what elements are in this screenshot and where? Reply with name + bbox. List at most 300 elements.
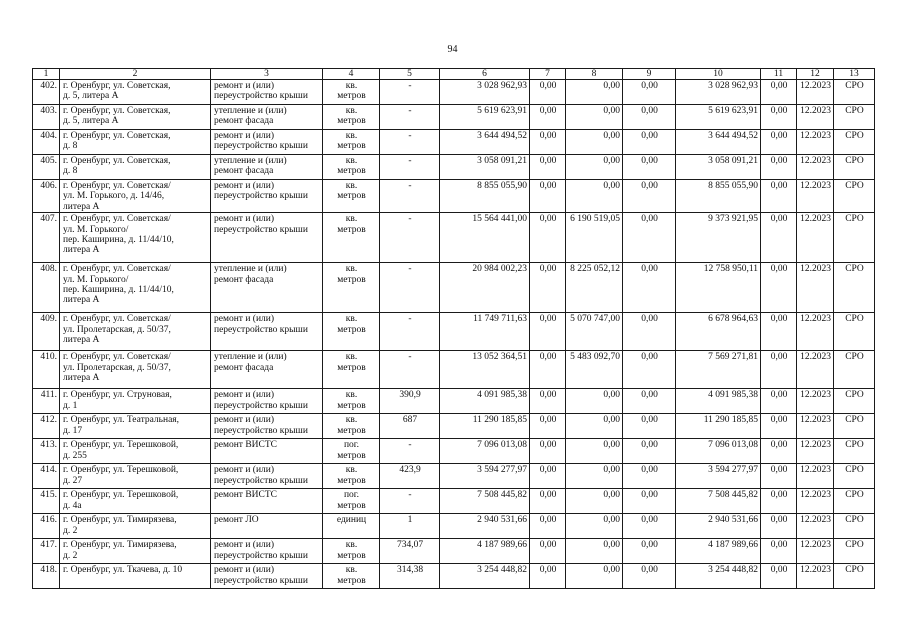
- work-type-line: ремонт и (или): [214, 415, 275, 426]
- address-line: пер. Каширина, д. 11/44/10,: [63, 235, 174, 246]
- column-number-header: 12: [797, 69, 834, 80]
- col11-amount-cell: 0,00: [761, 155, 797, 180]
- address-cell: [60, 105, 211, 130]
- address-line: д. 255: [63, 450, 87, 461]
- unit-cell: [323, 414, 380, 439]
- col10-amount-cell: 5 619 623,91: [676, 105, 761, 130]
- col11-amount-cell: 0,00: [761, 213, 797, 263]
- work-type-line: ремонт и (или): [214, 181, 275, 191]
- address-line: литера А: [63, 245, 100, 256]
- col11-amount-cell: 0,00: [761, 351, 797, 389]
- volume-cell: 734,07: [380, 539, 440, 564]
- col10-amount-cell: 3 254 448,82: [676, 564, 761, 589]
- table-row: [33, 514, 875, 539]
- address-cell: [60, 313, 211, 351]
- address-line: г. Оренбург, ул. Советская/: [63, 214, 171, 225]
- address-cell: [60, 414, 211, 439]
- volume-cell: -: [380, 213, 440, 263]
- total-cost-cell: 3 644 494,52: [440, 130, 530, 155]
- col7-amount-cell: 0,00: [530, 351, 566, 389]
- total-cost-cell: 20 984 002,23: [440, 263, 530, 313]
- col7-amount-cell: 0,00: [530, 464, 566, 489]
- address-line: г. Оренбург, ул. Советская/: [63, 314, 171, 325]
- col8-amount-cell: 0,00: [566, 389, 623, 414]
- method-cell: СРО: [834, 263, 875, 313]
- col7-amount-cell: 0,00: [530, 130, 566, 155]
- col7-amount-cell: 0,00: [530, 155, 566, 180]
- row-number-cell: 403.: [33, 105, 60, 130]
- method-cell: СРО: [834, 313, 875, 351]
- unit-line: метров: [337, 224, 366, 235]
- table-row: [33, 213, 875, 263]
- volume-cell: -: [380, 489, 440, 514]
- total-cost-cell: 3 058 091,21: [440, 155, 530, 180]
- unit-line: метров: [337, 191, 366, 202]
- work-type-line: ремонт ВИСТС: [214, 440, 278, 451]
- row-number-cell: 407.: [33, 213, 60, 263]
- address-line: г. Оренбург, ул. Советская/: [63, 181, 171, 191]
- col9-amount-cell: 0,00: [623, 489, 676, 514]
- row-number-cell: 411.: [33, 389, 60, 414]
- work-type-line: ремонт ВИСТС: [214, 490, 278, 501]
- work-type-line: ремонт ЛО: [214, 515, 259, 526]
- method-cell: СРО: [834, 180, 875, 213]
- col8-amount-cell: 0,00: [566, 155, 623, 180]
- work-type-line: переустройство крыши: [214, 575, 308, 586]
- volume-cell: -: [380, 105, 440, 130]
- deadline-cell: 12.2023: [797, 105, 834, 130]
- col8-amount-cell: 5 483 092,70: [566, 351, 623, 389]
- deadline-cell: 12.2023: [797, 539, 834, 564]
- col7-amount-cell: 0,00: [530, 564, 566, 589]
- page-number: 94: [447, 44, 458, 55]
- row-number-cell: 416.: [33, 514, 60, 539]
- unit-line: метров: [337, 400, 366, 411]
- work-type-line: утепление и (или): [214, 156, 287, 166]
- col7-amount-cell: 0,00: [530, 313, 566, 351]
- work-type-line: ремонт и (или): [214, 390, 275, 401]
- total-cost-cell: 3 028 962,93: [440, 80, 530, 105]
- capital-repair-register-table: [32, 68, 875, 589]
- work-type-cell: [211, 351, 323, 389]
- address-cell: [60, 263, 211, 313]
- work-type-line: ремонт фасада: [214, 274, 274, 285]
- work-type-line: переустройство крыши: [214, 400, 308, 411]
- total-cost-cell: 3 594 277,97: [440, 464, 530, 489]
- work-type-cell: [211, 439, 323, 464]
- address-line: д. 8: [63, 141, 78, 152]
- column-number-header: 4: [323, 69, 380, 80]
- work-type-cell: [211, 130, 323, 155]
- col9-amount-cell: 0,00: [623, 180, 676, 213]
- unit-line: метров: [337, 274, 366, 285]
- col9-amount-cell: 0,00: [623, 439, 676, 464]
- address-line: ул. М. Горького/: [63, 274, 129, 285]
- volume-cell: -: [380, 80, 440, 105]
- volume-cell: -: [380, 351, 440, 389]
- unit-line: кв.: [345, 415, 358, 426]
- table-row: [33, 263, 875, 313]
- table-row: [33, 180, 875, 213]
- col8-amount-cell: 5 070 747,00: [566, 313, 623, 351]
- unit-cell: [323, 130, 380, 155]
- unit-cell: [323, 155, 380, 180]
- address-line: г. Оренбург, ул. Терешковой,: [63, 440, 179, 451]
- address-cell: [60, 439, 211, 464]
- table-header: [33, 69, 875, 80]
- unit-line: метров: [337, 362, 366, 373]
- work-type-line: утепление и (или): [214, 264, 287, 275]
- col7-amount-cell: 0,00: [530, 180, 566, 213]
- method-cell: СРО: [834, 213, 875, 263]
- address-line: д. 2: [63, 550, 78, 561]
- unit-line: кв.: [345, 214, 358, 225]
- address-line: д. 5, литера А: [63, 116, 119, 127]
- work-type-cell: [211, 105, 323, 130]
- col11-amount-cell: 0,00: [761, 489, 797, 514]
- col8-amount-cell: 0,00: [566, 180, 623, 213]
- volume-cell: 390,9: [380, 389, 440, 414]
- method-cell: СРО: [834, 351, 875, 389]
- row-number-cell: 402.: [33, 80, 60, 105]
- work-type-line: ремонт и (или): [214, 314, 275, 325]
- col10-amount-cell: 9 373 921,95: [676, 213, 761, 263]
- work-type-line: переустройство крыши: [214, 224, 308, 235]
- address-cell: [60, 514, 211, 539]
- col11-amount-cell: 0,00: [761, 180, 797, 213]
- col11-amount-cell: 0,00: [761, 313, 797, 351]
- unit-cell: [323, 213, 380, 263]
- row-number-cell: 413.: [33, 439, 60, 464]
- col10-amount-cell: 3 594 277,97: [676, 464, 761, 489]
- row-number-cell: 418.: [33, 564, 60, 589]
- address-cell: [60, 389, 211, 414]
- work-type-cell: [211, 313, 323, 351]
- work-type-cell: [211, 389, 323, 414]
- address-line: д. 17: [63, 425, 83, 436]
- unit-line: пог.: [343, 440, 360, 451]
- address-cell: [60, 80, 211, 105]
- work-type-cell: [211, 464, 323, 489]
- address-cell: [60, 564, 211, 589]
- row-number-cell: 409.: [33, 313, 60, 351]
- volume-cell: 1: [380, 514, 440, 539]
- address-cell: [60, 539, 211, 564]
- work-type-line: ремонт и (или): [214, 81, 275, 91]
- unit-line: метров: [337, 450, 366, 461]
- column-number-header: 3: [211, 69, 323, 80]
- col9-amount-cell: 0,00: [623, 564, 676, 589]
- address-line: г. Оренбург, ул. Ткачева, д. 10: [63, 565, 183, 576]
- col9-amount-cell: 0,00: [623, 389, 676, 414]
- column-number-header: 13: [834, 69, 875, 80]
- volume-cell: 314,38: [380, 564, 440, 589]
- col7-amount-cell: 0,00: [530, 263, 566, 313]
- total-cost-cell: 7 508 445,82: [440, 489, 530, 514]
- col9-amount-cell: 0,00: [623, 263, 676, 313]
- deadline-cell: 12.2023: [797, 414, 834, 439]
- row-number-cell: 412.: [33, 414, 60, 439]
- column-number-row: [33, 69, 875, 80]
- address-cell: [60, 130, 211, 155]
- deadline-cell: 12.2023: [797, 80, 834, 105]
- col10-amount-cell: 2 940 531,66: [676, 514, 761, 539]
- method-cell: СРО: [834, 414, 875, 439]
- col10-amount-cell: 7 569 271,81: [676, 351, 761, 389]
- volume-cell: -: [380, 180, 440, 213]
- address-line: ул. Пролетарская, д. 50/37,: [63, 362, 171, 373]
- work-type-line: ремонт фасада: [214, 116, 274, 127]
- unit-cell: [323, 539, 380, 564]
- table-row: [33, 389, 875, 414]
- col7-amount-cell: 0,00: [530, 439, 566, 464]
- work-type-cell: [211, 80, 323, 105]
- col8-amount-cell: 0,00: [566, 439, 623, 464]
- col9-amount-cell: 0,00: [623, 105, 676, 130]
- unit-cell: [323, 263, 380, 313]
- column-number-header: 8: [566, 69, 623, 80]
- work-type-line: переустройство крыши: [214, 141, 308, 152]
- address-line: пер. Каширина, д. 11/44/10,: [63, 285, 174, 296]
- deadline-cell: 12.2023: [797, 180, 834, 213]
- address-line: г. Оренбург, ул. Советская/: [63, 264, 171, 275]
- work-type-line: ремонт фасада: [214, 362, 274, 373]
- table-row: [33, 313, 875, 351]
- unit-line: метров: [337, 500, 366, 511]
- col7-amount-cell: 0,00: [530, 389, 566, 414]
- address-line: г. Оренбург, ул. Советская,: [63, 106, 171, 116]
- deadline-cell: 12.2023: [797, 464, 834, 489]
- col11-amount-cell: 0,00: [761, 464, 797, 489]
- total-cost-cell: 3 254 448,82: [440, 564, 530, 589]
- address-line: г. Оренбург, ул. Тимирязева,: [63, 540, 177, 551]
- col10-amount-cell: 3 058 091,21: [676, 155, 761, 180]
- column-number-header: 11: [761, 69, 797, 80]
- deadline-cell: 12.2023: [797, 351, 834, 389]
- table-row: [33, 489, 875, 514]
- col8-amount-cell: 0,00: [566, 464, 623, 489]
- col11-amount-cell: 0,00: [761, 389, 797, 414]
- unit-line: кв.: [345, 106, 358, 116]
- address-cell: [60, 464, 211, 489]
- deadline-cell: 12.2023: [797, 439, 834, 464]
- unit-line: метров: [337, 475, 366, 486]
- unit-line: метров: [337, 166, 366, 177]
- volume-cell: -: [380, 155, 440, 180]
- work-type-line: утепление и (или): [214, 106, 287, 116]
- total-cost-cell: 4 091 985,38: [440, 389, 530, 414]
- deadline-cell: 12.2023: [797, 514, 834, 539]
- method-cell: СРО: [834, 105, 875, 130]
- unit-line: метров: [337, 91, 366, 102]
- method-cell: СРО: [834, 514, 875, 539]
- table-row: [33, 414, 875, 439]
- col7-amount-cell: 0,00: [530, 414, 566, 439]
- work-type-line: ремонт фасада: [214, 166, 274, 177]
- address-cell: [60, 489, 211, 514]
- address-line: г. Оренбург, ул. Советская/: [63, 352, 171, 363]
- col10-amount-cell: 8 855 055,90: [676, 180, 761, 213]
- work-type-cell: [211, 180, 323, 213]
- unit-cell: [323, 439, 380, 464]
- unit-cell: [323, 105, 380, 130]
- address-line: д. 1: [63, 400, 78, 411]
- work-type-line: ремонт и (или): [214, 565, 275, 576]
- unit-line: кв.: [345, 314, 358, 325]
- col8-amount-cell: 0,00: [566, 539, 623, 564]
- address-cell: [60, 155, 211, 180]
- col10-amount-cell: 7 508 445,82: [676, 489, 761, 514]
- unit-line: кв.: [345, 264, 358, 275]
- unit-cell: [323, 313, 380, 351]
- col10-amount-cell: 7 096 013,08: [676, 439, 761, 464]
- unit-line: кв.: [345, 352, 358, 363]
- row-number-cell: 410.: [33, 351, 60, 389]
- total-cost-cell: 7 096 013,08: [440, 439, 530, 464]
- deadline-cell: 12.2023: [797, 389, 834, 414]
- unit-line: метров: [337, 116, 366, 127]
- work-type-line: ремонт и (или): [214, 540, 275, 551]
- address-line: д. 27: [63, 475, 83, 486]
- col8-amount-cell: 0,00: [566, 414, 623, 439]
- table-row: [33, 439, 875, 464]
- address-line: д. 5, литера А: [63, 91, 119, 102]
- total-cost-cell: 11 749 711,63: [440, 313, 530, 351]
- volume-cell: -: [380, 313, 440, 351]
- deadline-cell: 12.2023: [797, 263, 834, 313]
- total-cost-cell: 15 564 441,00: [440, 213, 530, 263]
- unit-line: кв.: [345, 565, 358, 576]
- column-number-header: 10: [676, 69, 761, 80]
- row-number-cell: 406.: [33, 180, 60, 213]
- row-number-cell: 414.: [33, 464, 60, 489]
- unit-line: кв.: [345, 465, 358, 476]
- col11-amount-cell: 0,00: [761, 439, 797, 464]
- col8-amount-cell: 0,00: [566, 105, 623, 130]
- total-cost-cell: 11 290 185,85: [440, 414, 530, 439]
- work-type-line: переустройство крыши: [214, 324, 308, 335]
- address-cell: [60, 180, 211, 213]
- unit-cell: [323, 389, 380, 414]
- deadline-cell: 12.2023: [797, 564, 834, 589]
- address-line: ул. М. Горького/: [63, 224, 129, 235]
- col9-amount-cell: 0,00: [623, 351, 676, 389]
- col10-amount-cell: 4 187 989,66: [676, 539, 761, 564]
- column-number-header: 5: [380, 69, 440, 80]
- work-type-cell: [211, 263, 323, 313]
- address-line: г. Оренбург, ул. Струновая,: [63, 390, 172, 401]
- volume-cell: 687: [380, 414, 440, 439]
- col11-amount-cell: 0,00: [761, 539, 797, 564]
- work-type-line: переустройство крыши: [214, 191, 308, 202]
- address-line: литера А: [63, 201, 100, 212]
- unit-cell: [323, 80, 380, 105]
- table-row: [33, 80, 875, 105]
- col11-amount-cell: 0,00: [761, 514, 797, 539]
- row-number-cell: 404.: [33, 130, 60, 155]
- work-type-line: ремонт и (или): [214, 465, 275, 476]
- column-number-header: 2: [60, 69, 211, 80]
- unit-line: кв.: [345, 181, 358, 191]
- row-number-cell: 405.: [33, 155, 60, 180]
- unit-cell: [323, 464, 380, 489]
- col10-amount-cell: 12 758 950,11: [676, 263, 761, 313]
- column-number-header: 1: [33, 69, 60, 80]
- col10-amount-cell: 11 290 185,85: [676, 414, 761, 439]
- volume-cell: 423,9: [380, 464, 440, 489]
- address-line: литера А: [63, 373, 100, 384]
- method-cell: СРО: [834, 439, 875, 464]
- col11-amount-cell: 0,00: [761, 80, 797, 105]
- address-line: г. Оренбург, ул. Тимирязева,: [63, 515, 177, 526]
- table-row: [33, 155, 875, 180]
- total-cost-cell: 13 052 364,51: [440, 351, 530, 389]
- row-number-cell: 417.: [33, 539, 60, 564]
- table-row: [33, 351, 875, 389]
- col7-amount-cell: 0,00: [530, 489, 566, 514]
- unit-line: единиц: [336, 515, 367, 526]
- unit-cell: [323, 351, 380, 389]
- unit-line: метров: [337, 141, 366, 152]
- unit-cell: [323, 564, 380, 589]
- col11-amount-cell: 0,00: [761, 414, 797, 439]
- address-line: г. Оренбург, ул. Терешковой,: [63, 465, 179, 476]
- address-line: г. Оренбург, ул. Советская,: [63, 81, 171, 91]
- address-line: ул. М. Горького, д. 14/46,: [63, 191, 165, 202]
- row-number-cell: 415.: [33, 489, 60, 514]
- work-type-cell: [211, 414, 323, 439]
- deadline-cell: 12.2023: [797, 155, 834, 180]
- method-cell: СРО: [834, 539, 875, 564]
- method-cell: СРО: [834, 564, 875, 589]
- col9-amount-cell: 0,00: [623, 414, 676, 439]
- method-cell: СРО: [834, 489, 875, 514]
- work-type-cell: [211, 155, 323, 180]
- work-type-line: переустройство крыши: [214, 91, 308, 102]
- col11-amount-cell: 0,00: [761, 263, 797, 313]
- unit-cell: [323, 514, 380, 539]
- table-row: [33, 464, 875, 489]
- col7-amount-cell: 0,00: [530, 105, 566, 130]
- work-type-cell: [211, 539, 323, 564]
- address-line: д. 2: [63, 525, 78, 536]
- address-line: д. 8: [63, 166, 78, 177]
- unit-line: кв.: [345, 540, 358, 551]
- method-cell: СРО: [834, 155, 875, 180]
- col11-amount-cell: 0,00: [761, 564, 797, 589]
- work-type-line: ремонт и (или): [214, 131, 275, 141]
- work-type-cell: [211, 489, 323, 514]
- col7-amount-cell: 0,00: [530, 80, 566, 105]
- col11-amount-cell: 0,00: [761, 130, 797, 155]
- unit-line: метров: [337, 425, 366, 436]
- work-type-line: переустройство крыши: [214, 550, 308, 561]
- col8-amount-cell: 0,00: [566, 80, 623, 105]
- work-type-line: ремонт и (или): [214, 214, 275, 225]
- unit-line: пог.: [343, 490, 360, 501]
- unit-line: метров: [337, 324, 366, 335]
- col9-amount-cell: 0,00: [623, 539, 676, 564]
- volume-cell: -: [380, 439, 440, 464]
- col9-amount-cell: 0,00: [623, 313, 676, 351]
- total-cost-cell: 2 940 531,66: [440, 514, 530, 539]
- col10-amount-cell: 3 028 962,93: [676, 80, 761, 105]
- unit-line: метров: [337, 575, 366, 586]
- address-line: д. 4а: [63, 500, 82, 511]
- col8-amount-cell: 0,00: [566, 489, 623, 514]
- total-cost-cell: 5 619 623,91: [440, 105, 530, 130]
- col9-amount-cell: 0,00: [623, 80, 676, 105]
